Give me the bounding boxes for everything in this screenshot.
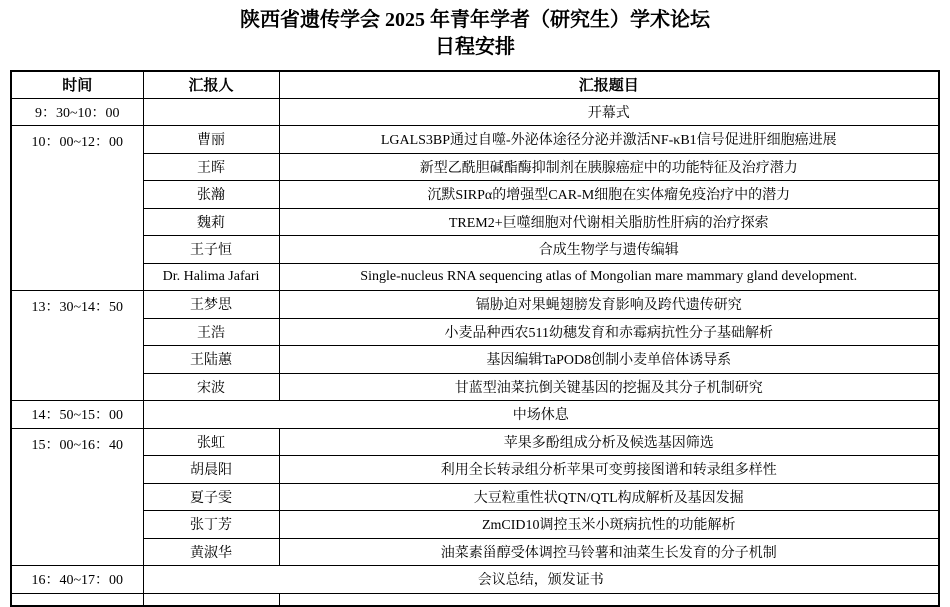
topic-cell: LGALS3BP通过自噬-外泌体途径分泌并激活NF-κB1信号促进肝细胞癌进展 [279, 126, 939, 154]
time-cell: 10：00~12：00 [11, 126, 143, 291]
table-row [11, 373, 939, 401]
topic-cell: 甘蓝型油菜抗倒关键基因的挖掘及其分子机制研究 [279, 373, 939, 401]
topic-cell: 新型乙酰胆碱酯酶抑制剂在胰腺癌症中的功能特征及治疗潜力 [279, 153, 939, 181]
presenter-cell [143, 593, 279, 606]
presenter-cell: 王晖 [143, 153, 279, 181]
table-row [11, 401, 939, 429]
topic-cell: 中场休息 [143, 401, 939, 429]
page-title: 陕西省遗传学会 2025 年青年学者（研究生）学术论坛 [240, 9, 710, 31]
table-row [11, 483, 939, 511]
topic-cell: Single-nucleus RNA sequencing atlas of Mongolian mare mammary gland development. [279, 263, 939, 291]
table-row [11, 318, 939, 346]
table-row-partial [11, 593, 939, 606]
presenter-cell: 魏莉 [143, 208, 279, 236]
presenter-cell [143, 98, 279, 126]
topic-cell: 镉胁迫对果蝇翅膀发育影响及跨代遗传研究 [279, 291, 939, 319]
table-row [11, 208, 939, 236]
topic-cell: 沉默SIRPα的增强型CAR-M细胞在实体瘤免疫治疗中的潜力 [279, 181, 939, 209]
presenter-cell: 张丁芳 [143, 511, 279, 539]
table-row [11, 126, 939, 154]
table-row [11, 346, 939, 374]
presenter-cell: 曹丽 [143, 126, 279, 154]
table-header-row [11, 71, 939, 98]
table-row [11, 153, 939, 181]
header-topic: 汇报题目 [279, 71, 939, 98]
presenter-cell: 王梦思 [143, 291, 279, 319]
time-cell: 16：40~17：00 [11, 566, 143, 594]
table-row [11, 511, 939, 539]
topic-cell: 利用全长转录组分析苹果可变剪接图谱和转录组多样性 [279, 456, 939, 484]
topic-cell: 合成生物学与遗传编辑 [279, 236, 939, 264]
table-row [11, 98, 939, 126]
header-time: 时间 [11, 71, 143, 98]
topic-cell: 会议总结，颁发证书 [143, 566, 939, 594]
presenter-cell: 胡晨阳 [143, 456, 279, 484]
presenter-cell: 张瀚 [143, 181, 279, 209]
topic-cell: 大豆粒重性状QTN/QTL构成解析及基因发掘 [279, 483, 939, 511]
topic-cell: TREM2+巨噬细胞对代谢相关脂肪性肝病的治疗探索 [279, 208, 939, 236]
presenter-cell: 张虹 [143, 428, 279, 456]
table-row [11, 538, 939, 566]
presenter-cell: 夏子雯 [143, 483, 279, 511]
topic-cell: 苹果多酚组成分析及候选基因筛选 [279, 428, 939, 456]
topic-cell: 基因编辑TaPOD8创制小麦单倍体诱导系 [279, 346, 939, 374]
table-row [11, 263, 939, 291]
page-subtitle: 日程安排 [435, 36, 515, 58]
topic-cell: 小麦品种西农511幼穗发育和赤霉病抗性分子基础解析 [279, 318, 939, 346]
table-row [11, 428, 939, 456]
header-presenter: 汇报人 [143, 71, 279, 98]
topic-cell: 油菜素甾醇受体调控马铃薯和油菜生长发育的分子机制 [279, 538, 939, 566]
time-cell [11, 593, 143, 606]
presenter-cell: 王陆蕙 [143, 346, 279, 374]
time-cell: 9：30~10：00 [11, 98, 143, 126]
schedule-table [10, 70, 940, 607]
time-cell: 13：30~14：50 [11, 291, 143, 401]
presenter-cell: 宋波 [143, 373, 279, 401]
presenter-cell: 黄淑华 [143, 538, 279, 566]
topic-cell: ZmCID10调控玉米小斑病抗性的功能解析 [279, 511, 939, 539]
presenter-cell: 王子恒 [143, 236, 279, 264]
table-row [11, 456, 939, 484]
time-cell: 14：50~15：00 [11, 401, 143, 429]
topic-cell: 开幕式 [279, 98, 939, 126]
presenter-cell: Dr. Halima Jafari [143, 263, 279, 291]
table-row [11, 291, 939, 319]
presenter-cell: 王浩 [143, 318, 279, 346]
table-row [11, 236, 939, 264]
topic-cell [279, 593, 939, 606]
table-row [11, 181, 939, 209]
time-cell: 15：00~16：40 [11, 428, 143, 566]
table-row [11, 566, 939, 594]
